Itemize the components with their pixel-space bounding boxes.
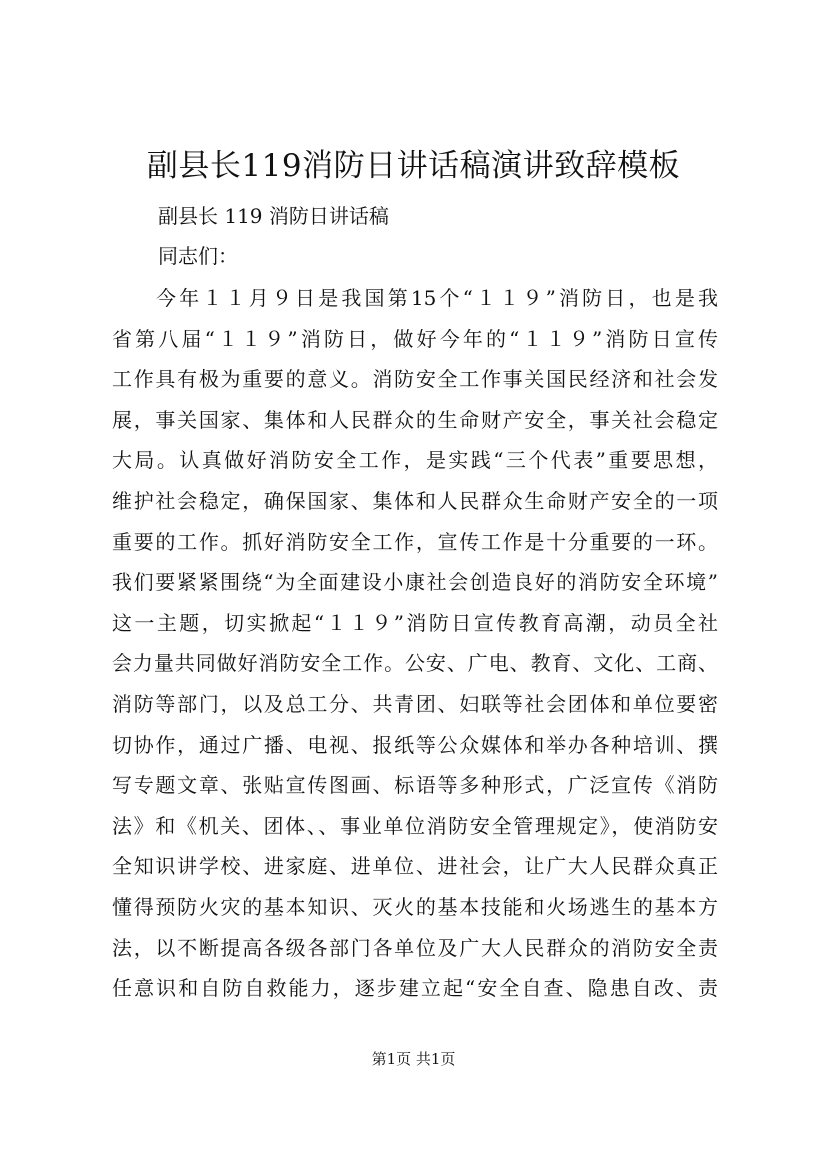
body-line: 写专题文章、张贴宣传图画、标语等多种形式，广泛宣传《消防 [112, 773, 718, 798]
body-line: 全知识讲学校、进家庭、进单位、进社会，让广大人民群众真正 [112, 854, 718, 879]
body-line: 工作具有极为重要的意义。消防安全工作事关国民经济和社会发 [112, 367, 718, 392]
body-line: 法，以不断提高各级各部门各单位及广大人民群众的消防安全责 [112, 935, 718, 960]
body-line: 今年１１月９日是我国第15个“１１９”消防日，也是我 [156, 286, 718, 310]
body-line: 切协作，通过广播、电视、报纸等公众媒体和举办各种培训、撰 [112, 732, 718, 757]
body-line: 展，事关国家、集体和人民群众的生命财产安全，事关社会稳定 [112, 407, 718, 432]
body-line: 会力量共同做好消防安全工作。公安、广电、教育、文化、工商、 [112, 651, 718, 676]
body-line: 大局。认真做好消防安全工作，是实践“三个代表”重要思想， [112, 448, 718, 473]
body-line: 任意识和自防自救能力，逐步建立起“安全自查、隐患自改、责 [112, 976, 718, 1001]
body-line: 懂得预防火灾的基本知识、灭火的基本技能和火场逃生的基本方 [112, 894, 718, 919]
document-title: 副县长119消防日讲话稿演讲致辞模板 [146, 148, 681, 184]
document-subtitle: 副县长 119 消防日讲话稿 [158, 204, 389, 228]
body-line: 这一主题，切实掀起“１１９”消防日宣传教育高潮，动员全社 [112, 610, 718, 635]
body-line: 省第八届“１１９”消防日，做好今年的“１１９”消防日宣传 [112, 326, 718, 351]
body-line: 重要的工作。抓好消防安全工作，宣传工作是十分重要的一环。 [112, 529, 718, 554]
body-line: 我们要紧紧围绕“为全面建设小康社会创造良好的消防安全环境” [112, 570, 718, 595]
body-line: 维护社会稳定，确保国家、集体和人民群众生命财产安全的一项 [112, 488, 718, 513]
salutation: 同志们： [158, 244, 238, 268]
body-line: 法》和《机关、团体、、事业单位消防安全管理规定》，使消防安 [112, 813, 718, 838]
page-number: 第1页 共1页 [371, 1050, 456, 1068]
body-paragraph [112, 278, 718, 1009]
body-line: 消防等部门，以及总工分、共青团、妇联等社会团体和单位要密 [112, 691, 718, 716]
